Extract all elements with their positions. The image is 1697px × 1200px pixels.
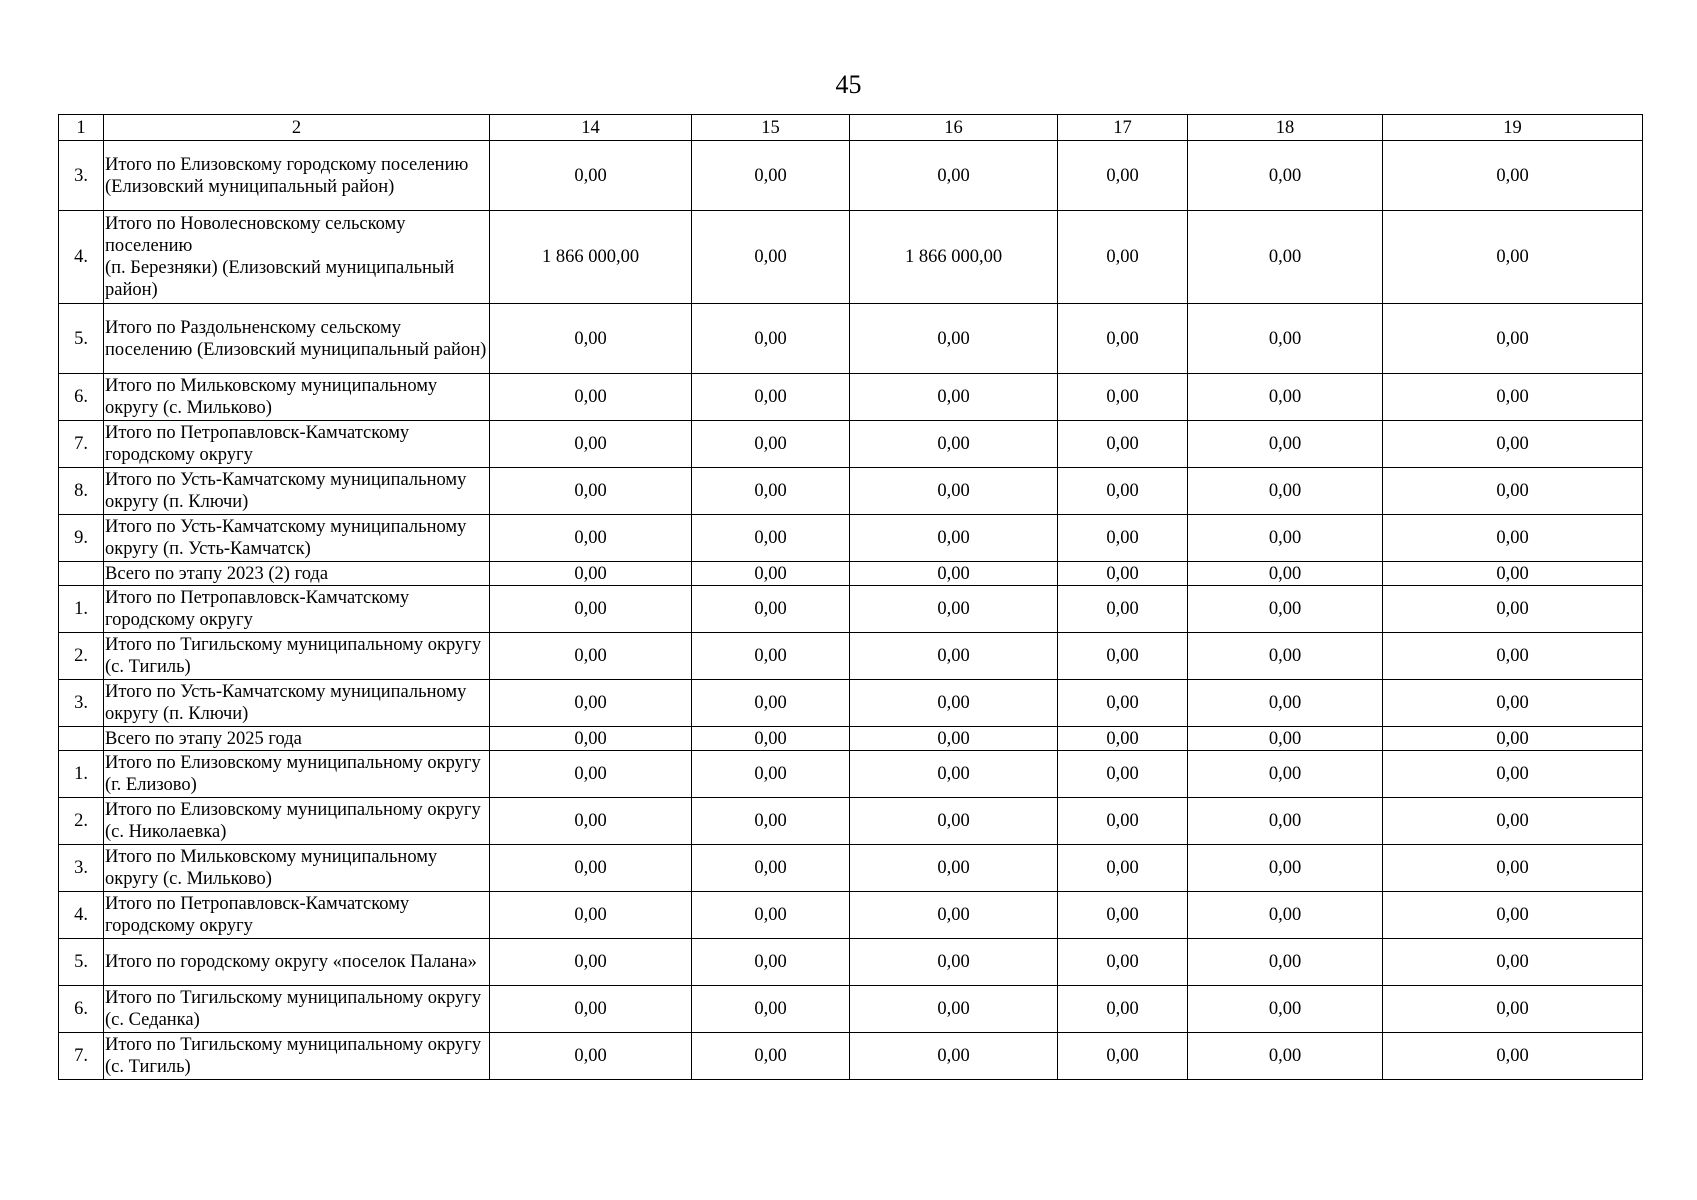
value-cell: 0,00	[1383, 374, 1643, 421]
table-row	[59, 562, 1643, 586]
table-row	[59, 141, 1643, 211]
row-number-cell: 2.	[59, 633, 104, 680]
value-cell: 0,00	[850, 751, 1058, 798]
row-number-cell: 7.	[59, 1033, 104, 1080]
value-cell: 0,00	[1383, 304, 1643, 374]
value-cell: 0,00	[490, 421, 692, 468]
value-cell: 0,00	[1058, 1033, 1188, 1080]
value-cell: 0,00	[490, 939, 692, 986]
row-number-cell: 3.	[59, 141, 104, 211]
table-row	[59, 211, 1643, 304]
row-name-cell: Итого по Мильковскому муниципальному округу (с. Мильково)	[104, 374, 490, 421]
value-cell: 0,00	[1188, 680, 1383, 727]
value-cell: 0,00	[1058, 751, 1188, 798]
value-cell: 0,00	[1058, 515, 1188, 562]
value-cell: 0,00	[1058, 892, 1188, 939]
value-cell: 0,00	[850, 1033, 1058, 1080]
row-name-cell: Итого по Елизовскому муниципальному округу (г. Елизово)	[104, 751, 490, 798]
value-cell: 0,00	[490, 798, 692, 845]
row-number-cell: 4.	[59, 892, 104, 939]
row-number-cell	[59, 727, 104, 751]
value-cell: 0,00	[850, 680, 1058, 727]
value-cell: 0,00	[692, 727, 850, 751]
row-number-cell: 8.	[59, 468, 104, 515]
row-name-cell: Итого по Петропавловск-Камчатскому городскому округу	[104, 892, 490, 939]
value-cell: 0,00	[1058, 798, 1188, 845]
page-number: 45	[835, 70, 862, 99]
header-cell: 19	[1383, 115, 1643, 141]
value-cell: 0,00	[692, 374, 850, 421]
value-cell: 0,00	[1383, 892, 1643, 939]
table-row	[59, 374, 1643, 421]
value-cell: 0,00	[850, 892, 1058, 939]
value-cell: 0,00	[1188, 468, 1383, 515]
value-cell: 0,00	[1383, 986, 1643, 1033]
value-cell: 0,00	[692, 421, 850, 468]
row-name-cell: Итого по Тигильскому муниципальному округу (с. Тигиль)	[104, 633, 490, 680]
value-cell: 0,00	[692, 751, 850, 798]
row-number-cell: 1.	[59, 586, 104, 633]
row-number-cell: 5.	[59, 304, 104, 374]
value-cell: 0,00	[1058, 468, 1188, 515]
row-name-cell: Итого по Усть-Камчатскому муниципальному округу (п. Ключи)	[104, 680, 490, 727]
header-cell: 1	[59, 115, 104, 141]
value-cell: 0,00	[692, 586, 850, 633]
value-cell: 0,00	[1383, 515, 1643, 562]
value-cell: 0,00	[1383, 562, 1643, 586]
value-cell: 0,00	[692, 798, 850, 845]
value-cell: 0,00	[1383, 1033, 1643, 1080]
value-cell: 0,00	[1188, 845, 1383, 892]
row-name-cell: Итого по Усть-Камчатскому муниципальному округу (п. Усть-Камчатск)	[104, 515, 490, 562]
value-cell: 0,00	[692, 892, 850, 939]
value-cell: 0,00	[850, 304, 1058, 374]
value-cell: 0,00	[1058, 939, 1188, 986]
value-cell: 0,00	[1383, 845, 1643, 892]
row-number-cell: 6.	[59, 986, 104, 1033]
value-cell: 0,00	[490, 515, 692, 562]
value-cell: 0,00	[1058, 986, 1188, 1033]
value-cell: 0,00	[490, 892, 692, 939]
table-row	[59, 751, 1643, 798]
value-cell: 0,00	[1188, 798, 1383, 845]
value-cell: 0,00	[1188, 986, 1383, 1033]
value-cell: 1 866 000,00	[850, 211, 1058, 304]
row-name-cell: Итого по Петропавловск-Камчатскому городскому округу	[104, 421, 490, 468]
value-cell: 0,00	[1188, 751, 1383, 798]
value-cell: 0,00	[692, 986, 850, 1033]
value-cell: 0,00	[1383, 586, 1643, 633]
value-cell: 0,00	[850, 939, 1058, 986]
value-cell: 0,00	[490, 633, 692, 680]
value-cell: 0,00	[490, 141, 692, 211]
value-cell: 0,00	[490, 468, 692, 515]
table-row	[59, 986, 1643, 1033]
value-cell: 0,00	[1188, 727, 1383, 751]
value-cell: 0,00	[1383, 680, 1643, 727]
value-cell: 0,00	[1058, 680, 1188, 727]
value-cell: 0,00	[490, 751, 692, 798]
value-cell: 0,00	[1188, 939, 1383, 986]
table-row	[59, 1033, 1643, 1080]
row-name-cell: Итого по Елизовскому муниципальному округу (с. Николаевка)	[104, 798, 490, 845]
value-cell: 0,00	[1058, 374, 1188, 421]
value-cell: 0,00	[1383, 141, 1643, 211]
value-cell: 0,00	[692, 633, 850, 680]
table-row	[59, 939, 1643, 986]
row-number-cell: 9.	[59, 515, 104, 562]
budget-table	[58, 114, 1643, 1080]
table-row	[59, 845, 1643, 892]
value-cell: 0,00	[1383, 751, 1643, 798]
value-cell: 0,00	[1383, 727, 1643, 751]
table-row	[59, 468, 1643, 515]
value-cell: 0,00	[692, 211, 850, 304]
value-cell: 0,00	[850, 421, 1058, 468]
value-cell: 0,00	[850, 515, 1058, 562]
value-cell: 0,00	[850, 141, 1058, 211]
row-number-cell: 2.	[59, 798, 104, 845]
table-row	[59, 892, 1643, 939]
header-cell: 16	[850, 115, 1058, 141]
value-cell: 0,00	[1383, 633, 1643, 680]
row-number-cell: 1.	[59, 751, 104, 798]
value-cell: 0,00	[1383, 798, 1643, 845]
value-cell: 0,00	[850, 798, 1058, 845]
table-header-row	[59, 115, 1643, 141]
value-cell: 0,00	[1383, 939, 1643, 986]
row-number-cell: 5.	[59, 939, 104, 986]
value-cell: 0,00	[692, 562, 850, 586]
value-cell: 0,00	[490, 304, 692, 374]
value-cell: 0,00	[1383, 421, 1643, 468]
row-name-cell: Итого по Тигильскому муниципальному округу (с. Седанка)	[104, 986, 490, 1033]
value-cell: 0,00	[490, 680, 692, 727]
row-name-cell: Итого по Тигильскому муниципальному округу (с. Тигиль)	[104, 1033, 490, 1080]
value-cell: 0,00	[1058, 845, 1188, 892]
table-row	[59, 586, 1643, 633]
header-cell: 18	[1188, 115, 1383, 141]
value-cell: 0,00	[850, 633, 1058, 680]
value-cell: 0,00	[1188, 586, 1383, 633]
table-row	[59, 680, 1643, 727]
row-name-cell: Всего по этапу 2025 года	[104, 727, 490, 751]
value-cell: 0,00	[850, 586, 1058, 633]
table-row	[59, 421, 1643, 468]
header-cell: 14	[490, 115, 692, 141]
table-row	[59, 727, 1643, 751]
table-row	[59, 515, 1643, 562]
value-cell: 0,00	[1058, 633, 1188, 680]
value-cell: 0,00	[490, 845, 692, 892]
value-cell: 0,00	[850, 468, 1058, 515]
table-row	[59, 633, 1643, 680]
row-name-cell: Итого по Раздольненскому сельскому поселению (Елизовский муниципальный район)	[104, 304, 490, 374]
value-cell: 0,00	[1058, 727, 1188, 751]
row-name-cell: Итого по Елизовскому городскому поселению (Елизовский муниципальный район)	[104, 141, 490, 211]
row-number-cell: 3.	[59, 680, 104, 727]
value-cell: 0,00	[490, 986, 692, 1033]
value-cell: 0,00	[850, 562, 1058, 586]
row-number-cell: 3.	[59, 845, 104, 892]
row-name-cell: Итого по Усть-Камчатскому муниципальному округу (п. Ключи)	[104, 468, 490, 515]
row-name-cell: Итого по городскому округу «поселок Палана»	[104, 939, 490, 986]
value-cell: 0,00	[1188, 1033, 1383, 1080]
value-cell: 0,00	[850, 374, 1058, 421]
value-cell: 0,00	[692, 939, 850, 986]
value-cell: 0,00	[1058, 304, 1188, 374]
row-name-cell: Всего по этапу 2023 (2) года	[104, 562, 490, 586]
value-cell: 0,00	[1188, 892, 1383, 939]
row-number-cell: 4.	[59, 211, 104, 304]
value-cell: 0,00	[850, 845, 1058, 892]
value-cell: 0,00	[1188, 141, 1383, 211]
value-cell: 0,00	[490, 586, 692, 633]
value-cell: 0,00	[1188, 304, 1383, 374]
value-cell: 1 866 000,00	[490, 211, 692, 304]
value-cell: 0,00	[1188, 633, 1383, 680]
row-name-cell: Итого по Петропавловск-Камчатскому городскому округу	[104, 586, 490, 633]
header-cell: 2	[104, 115, 490, 141]
header-cell: 15	[692, 115, 850, 141]
row-number-cell: 7.	[59, 421, 104, 468]
value-cell: 0,00	[1188, 421, 1383, 468]
value-cell: 0,00	[490, 374, 692, 421]
row-number-cell: 6.	[59, 374, 104, 421]
value-cell: 0,00	[692, 680, 850, 727]
value-cell: 0,00	[1058, 562, 1188, 586]
value-cell: 0,00	[1058, 586, 1188, 633]
value-cell: 0,00	[692, 515, 850, 562]
value-cell: 0,00	[1058, 211, 1188, 304]
row-name-cell: Итого по Мильковскому муниципальному округу (с. Мильково)	[104, 845, 490, 892]
value-cell: 0,00	[490, 562, 692, 586]
value-cell: 0,00	[692, 1033, 850, 1080]
value-cell: 0,00	[1188, 562, 1383, 586]
header-cell: 17	[1058, 115, 1188, 141]
value-cell: 0,00	[1383, 211, 1643, 304]
value-cell: 0,00	[1188, 515, 1383, 562]
value-cell: 0,00	[1058, 421, 1188, 468]
value-cell: 0,00	[1058, 141, 1188, 211]
row-number-cell	[59, 562, 104, 586]
value-cell: 0,00	[692, 304, 850, 374]
value-cell: 0,00	[1188, 374, 1383, 421]
value-cell: 0,00	[1383, 468, 1643, 515]
row-name-cell: Итого по Новолесновскому сельскому поселению (п. Березняки) (Елизовский муниципальный район)	[104, 211, 490, 304]
value-cell: 0,00	[692, 468, 850, 515]
table-row	[59, 304, 1643, 374]
value-cell: 0,00	[850, 986, 1058, 1033]
value-cell: 0,00	[692, 141, 850, 211]
value-cell: 0,00	[490, 727, 692, 751]
value-cell: 0,00	[1188, 211, 1383, 304]
table-row	[59, 798, 1643, 845]
value-cell: 0,00	[692, 845, 850, 892]
value-cell: 0,00	[490, 1033, 692, 1080]
value-cell: 0,00	[850, 727, 1058, 751]
